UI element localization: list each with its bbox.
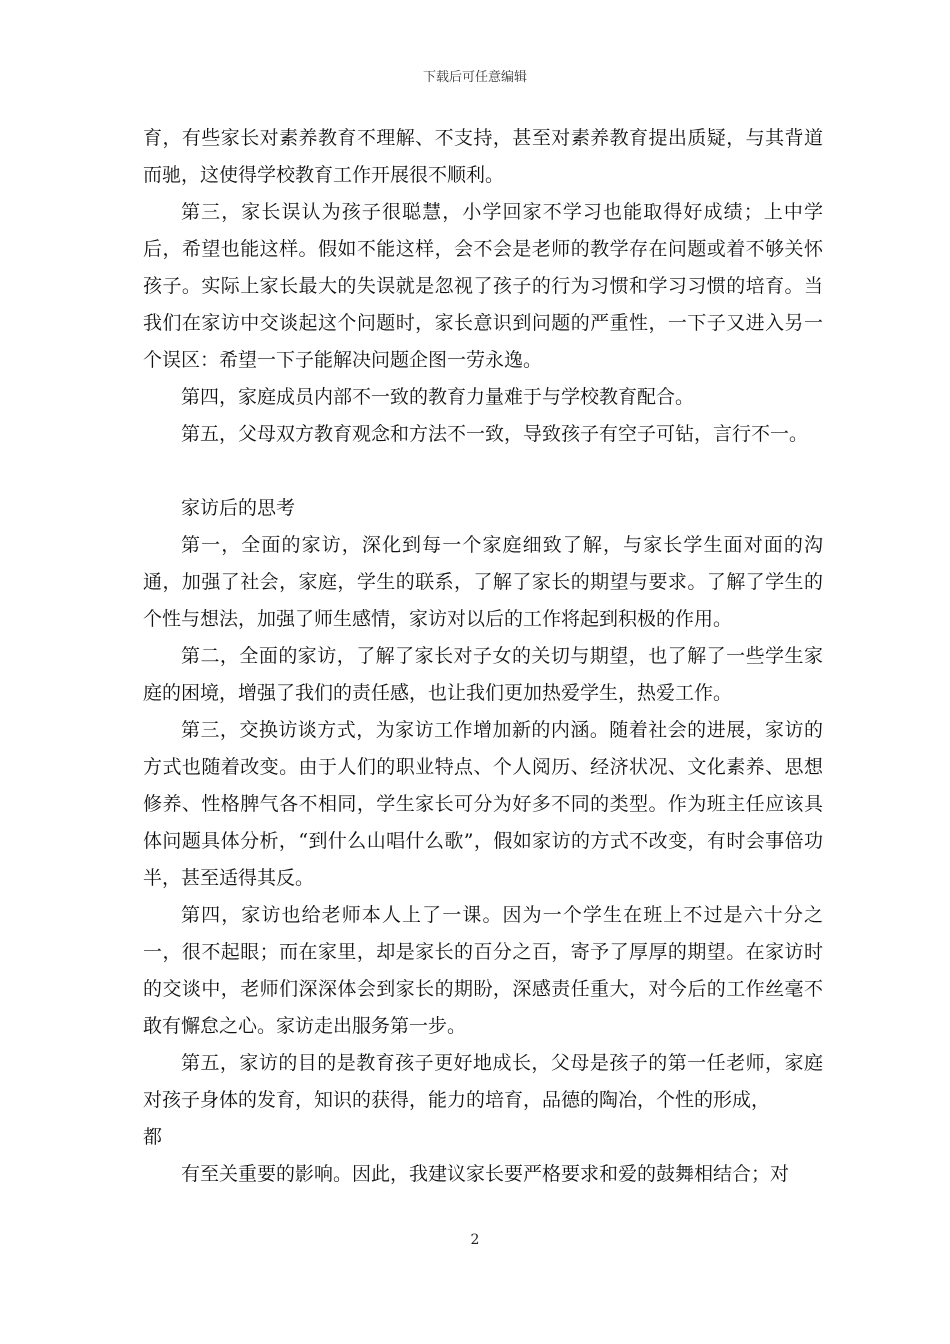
section-heading: 家访后的思考: [181, 497, 296, 519]
page-header: 下载后可任意编辑: [422, 70, 527, 85]
paragraph-fifth-point: 第五，父母双方教育观念和方法不一致，导致孩子有空子可钻，言行不一。: [181, 423, 809, 445]
blank-line: [143, 453, 823, 490]
paragraph-reflection-4: 第四，家访也给老师本人上了一课。因为一个学生在班上不过是六十分之一，很不起眼；而在家里，却是家长的百分之百，寄予了厚厚的期望。在家访时的交谈中，老师们深深体会到家长的期盼，深感责任重大，对今后的工作丝毫不敢有懈怠之心。家访走出服务第一步。: [143, 904, 823, 1037]
paragraph-reflection-3: 第三，交换访谈方式，为家访工作增加新的内涵。随着社会的进展，家访的方式也随着改变。由于人们的职业特点、个人阅历、经济状况、文化素养、思想修养、性格脾气各不相同，学生家长可分为好多不同的类型。作为班主任应该具体问题具体分析，“到什么山唱什么歌”，假如家访的方式不改变，有时会事倍功半，甚至适得其反。: [143, 719, 823, 889]
paragraph-reflection-1: 第一，全面的家访，深化到每一个家庭细致了解，与家长学生面对面的沟通，加强了社会，家庭，学生的联系，了解了家长的期望与要求。了解了学生的个性与想法，加强了师生感情，家访对以后的工作将起到积极的作用。: [143, 534, 823, 630]
paragraph-continuation: 有至关重要的影响。因此，我建议家长要严格要求和爱的鼓舞相结合；对: [181, 1163, 790, 1185]
paragraph-reflection-5: 第五，家访的目的是教育孩子更好地成长，父母是孩子的第一任老师，家庭对孩子身体的发育，知识的获得，能力的培育，品德的陶冶，个性的形成，: [143, 1052, 823, 1111]
paragraph-continued: 育，有些家长对素养教育不理解、不支持，甚至对素养教育提出质疑，与其背道而驰，这使得学校教育工作开展很不顺利。: [143, 127, 823, 186]
document-body: [143, 120, 823, 1193]
paragraph-fourth-point: 第四，家庭成员内部不一致的教育力量难于与学校教育配合。: [181, 386, 695, 408]
paragraph-third-point: 第三，家长误认为孩子很聪慧，小学回家不学习也能取得好成绩；上中学后，希望也能这样。假如不能这样，会不会是老师的教学存在问题或着不够关怀孩子。实际上家长最大的失误就是忽视了孩子的行为习惯和学习习惯的培育。当我们在家访中交谈起这个问题时，家长意识到问题的严重性，一下子又进入另一个误区：希望一下子能解决问题企图一劳永逸。: [143, 201, 823, 371]
page-number: 2: [470, 1232, 480, 1248]
paragraph-reflection-2: 第二，全面的家访，了解了家长对子女的关切与期望，也了解了一些学生家庭的困境，增强了我们的责任感，也让我们更加热爱学生，热爱工作。: [143, 645, 823, 704]
paragraph-fragment: 都: [143, 1126, 163, 1148]
